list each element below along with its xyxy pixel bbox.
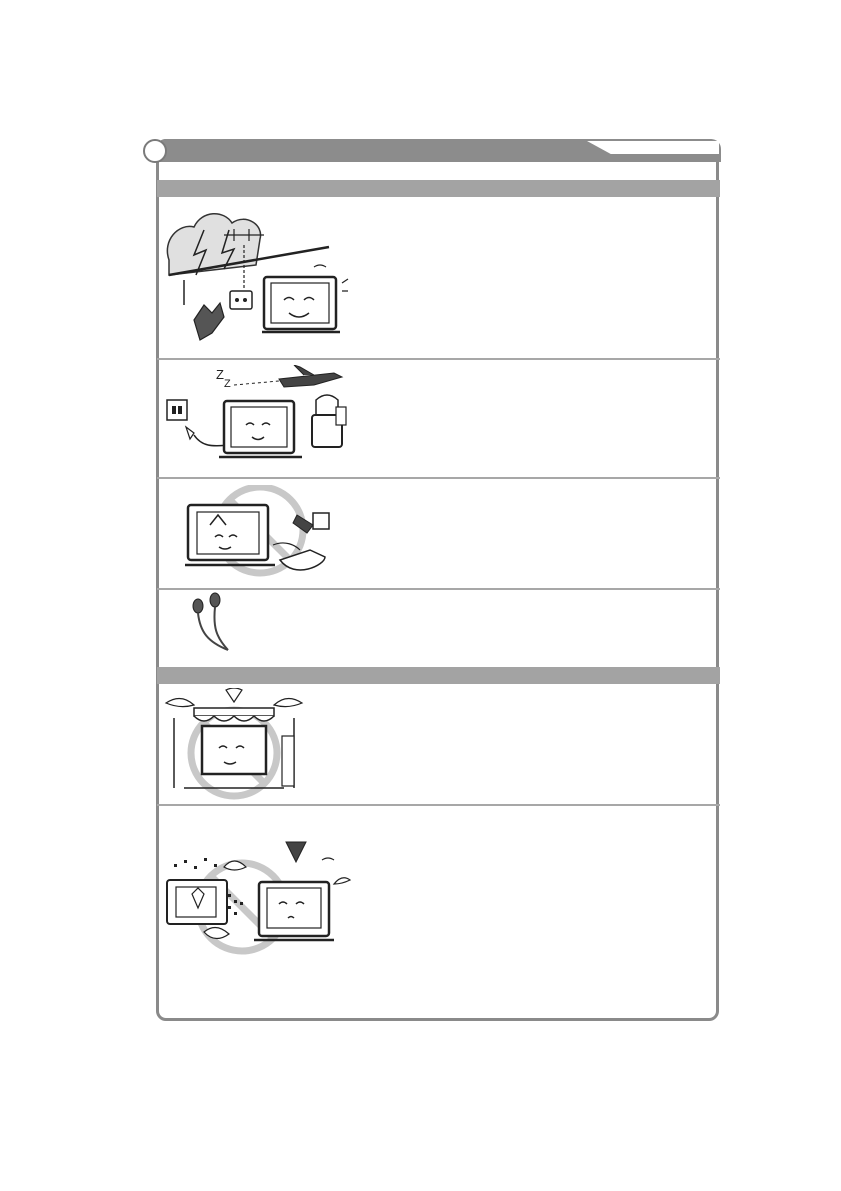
earphones-illustration bbox=[188, 592, 238, 654]
divider-3 bbox=[157, 588, 720, 590]
divider-2 bbox=[157, 477, 720, 479]
no-wet-hands-plug-illustration bbox=[185, 485, 345, 585]
svg-text:Z: Z bbox=[224, 378, 231, 390]
svg-text:Z: Z bbox=[216, 367, 224, 382]
section-bar-2 bbox=[157, 667, 720, 684]
header-circle-marker bbox=[143, 139, 167, 163]
section-bar-1 bbox=[157, 180, 720, 197]
lightning-storm-tv-illustration bbox=[164, 205, 354, 345]
divider-1 bbox=[157, 358, 720, 360]
no-curtain-cover-tv-illustration bbox=[164, 688, 304, 800]
no-interference-appliance-illustration bbox=[164, 832, 354, 960]
divider-4 bbox=[157, 804, 720, 806]
unplug-before-travel-illustration bbox=[164, 365, 354, 465]
